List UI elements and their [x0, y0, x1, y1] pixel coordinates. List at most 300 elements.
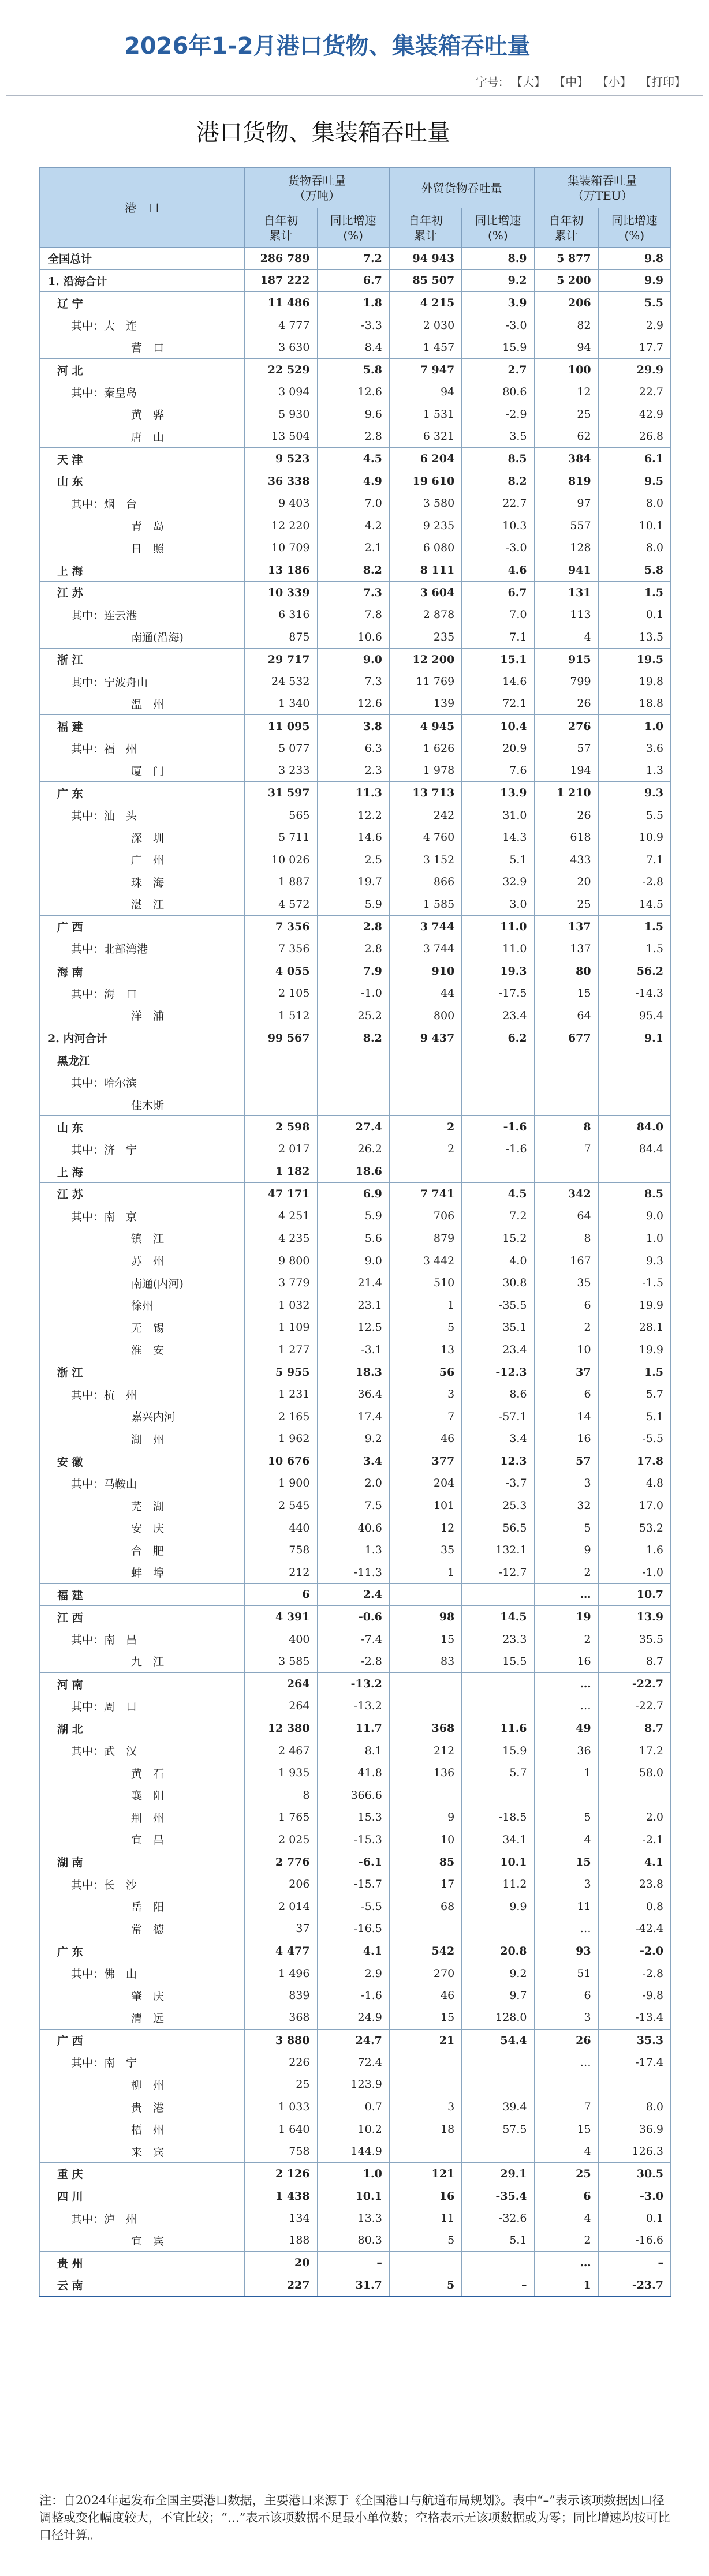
- table-row: [40, 1182, 671, 1205]
- cargo-ytd-cell: 24 532: [245, 671, 317, 693]
- container-ytd-cell: 1: [534, 1762, 598, 1784]
- cargo-yoy-cell: -1.0: [317, 982, 389, 1005]
- container-yoy-cell: 4.8: [598, 1472, 670, 1495]
- container-ytd-cell: [534, 1784, 598, 1806]
- table-title: 港口货物、集装箱吞吐量: [196, 119, 450, 146]
- header-divider: [6, 95, 703, 96]
- header-container-yoy: 同比增速 (%): [598, 208, 670, 248]
- cargo-ytd-cell: 2 025: [245, 1829, 317, 1851]
- container-ytd-cell: …: [534, 2051, 598, 2074]
- container-yoy-cell: 22.7: [598, 381, 670, 403]
- port-name-cell: 日 照: [40, 537, 245, 559]
- container-ytd-cell: 7: [534, 2096, 598, 2118]
- throughput-table: [39, 167, 671, 2297]
- foreign-yoy-cell: –: [462, 2274, 534, 2297]
- port-name-cell: 江 苏: [40, 581, 245, 604]
- cargo-yoy-cell: 6.9: [317, 1182, 389, 1205]
- table-row: [40, 2163, 671, 2185]
- container-yoy-cell: 10.9: [598, 826, 670, 849]
- table-row: [40, 1495, 671, 1517]
- table-row: [40, 1583, 671, 1606]
- foreign-yoy-cell: -1.6: [462, 1116, 534, 1139]
- foreign-ytd-cell: 98: [389, 1606, 461, 1628]
- foreign-yoy-cell: 7.1: [462, 626, 534, 649]
- container-yoy-cell: 1.5: [598, 915, 670, 938]
- container-yoy-cell: [598, 1094, 670, 1116]
- foreign-ytd-cell: 85 507: [389, 269, 461, 292]
- foreign-yoy-cell: 14.6: [462, 671, 534, 693]
- cargo-ytd-cell: 3 585: [245, 1650, 317, 1673]
- cargo-ytd-cell: 1 765: [245, 1806, 317, 1829]
- foreign-ytd-cell: 83: [389, 1650, 461, 1673]
- port-name-cell: 广 东: [40, 1940, 245, 1963]
- table-row: [40, 1071, 671, 1094]
- container-yoy-cell: -16.6: [598, 2229, 670, 2252]
- foreign-ytd-cell: 13: [389, 1339, 461, 1361]
- container-yoy-cell: -14.3: [598, 982, 670, 1005]
- container-yoy-cell: 5.1: [598, 1405, 670, 1428]
- container-ytd-cell: 8: [534, 1227, 598, 1250]
- port-name-cell: 其中：汕 头: [40, 804, 245, 826]
- foreign-ytd-cell: 1 585: [389, 893, 461, 916]
- port-name-cell: 徐州: [40, 1294, 245, 1316]
- table-row: [40, 759, 671, 782]
- container-yoy-cell: -1.0: [598, 1562, 670, 1584]
- foreign-yoy-cell: -3.7: [462, 1472, 534, 1495]
- port-name-cell: 其中：哈尔滨: [40, 1071, 245, 1094]
- cargo-yoy-cell: 17.4: [317, 1405, 389, 1428]
- port-name-cell: 江 西: [40, 1606, 245, 1628]
- foreign-yoy-cell: [462, 1673, 534, 1695]
- cargo-yoy-cell: 7.9: [317, 960, 389, 983]
- port-name-cell: 海 南: [40, 960, 245, 983]
- foreign-yoy-cell: 5.1: [462, 2229, 534, 2252]
- table-row: [40, 2140, 671, 2163]
- port-name-cell: 柳 州: [40, 2073, 245, 2096]
- cargo-ytd-cell: 440: [245, 1517, 317, 1539]
- table-row: [40, 1472, 671, 1495]
- foreign-ytd-cell: 1: [389, 1562, 461, 1584]
- table-row: [40, 1606, 671, 1628]
- table-row: [40, 537, 671, 559]
- cargo-ytd-cell: 29 717: [245, 648, 317, 671]
- table-row: [40, 1227, 671, 1250]
- port-name-cell: 山 东: [40, 1116, 245, 1139]
- container-yoy-cell: 8.0: [598, 2096, 670, 2118]
- table-row: [40, 248, 671, 270]
- foreign-yoy-cell: [462, 1583, 534, 1606]
- container-yoy-cell: [598, 1160, 670, 1183]
- header-foreign-ytd: 自年初 累计: [389, 208, 461, 248]
- container-ytd-cell: 799: [534, 671, 598, 693]
- cargo-ytd-cell: 13 504: [245, 425, 317, 448]
- foreign-ytd-cell: [389, 1160, 461, 1183]
- font-small-link[interactable]: 【小】: [596, 75, 632, 89]
- cargo-ytd-cell: 99 567: [245, 1027, 317, 1049]
- port-name-cell: 河 南: [40, 1673, 245, 1695]
- foreign-yoy-cell: 23.4: [462, 1339, 534, 1361]
- container-ytd-cell: 19: [534, 1606, 598, 1628]
- cargo-yoy-cell: -16.5: [317, 1918, 389, 1940]
- cargo-yoy-cell: 9.0: [317, 648, 389, 671]
- table-row: [40, 515, 671, 537]
- port-name-cell: 其中：秦皇岛: [40, 381, 245, 403]
- cargo-yoy-cell: 8.4: [317, 336, 389, 359]
- container-ytd-cell: 57: [534, 737, 598, 760]
- table-row: [40, 1784, 671, 1806]
- port-name-cell: 其中：杭 州: [40, 1383, 245, 1406]
- cargo-ytd-cell: 1 340: [245, 692, 317, 715]
- header-foreign: 外贸货物吞吐量: [389, 168, 534, 208]
- foreign-yoy-cell: 15.9: [462, 336, 534, 359]
- foreign-yoy-cell: 31.0: [462, 804, 534, 826]
- cargo-ytd-cell: 31 597: [245, 782, 317, 804]
- port-name-cell: 安 徽: [40, 1450, 245, 1473]
- header-port: 港 口: [40, 168, 245, 248]
- foreign-ytd-cell: 85: [389, 1851, 461, 1873]
- cargo-ytd-cell: 758: [245, 1539, 317, 1562]
- cargo-ytd-cell: 12 380: [245, 1717, 317, 1740]
- foreign-ytd-cell: 56: [389, 1361, 461, 1383]
- foreign-yoy-cell: 8.2: [462, 470, 534, 492]
- foreign-yoy-cell: [462, 1784, 534, 1806]
- font-medium-link[interactable]: 【中】: [554, 75, 589, 89]
- container-ytd-cell: 4: [534, 2140, 598, 2163]
- foreign-yoy-cell: 7.6: [462, 759, 534, 782]
- container-ytd-cell: 276: [534, 715, 598, 737]
- port-name-cell: 其中：大 连: [40, 314, 245, 336]
- table-row: [40, 1517, 671, 1539]
- port-name-cell: 上 海: [40, 559, 245, 582]
- cargo-yoy-cell: 123.9: [317, 2073, 389, 2096]
- cargo-yoy-cell: 13.3: [317, 2207, 389, 2230]
- cargo-ytd-cell: 758: [245, 2140, 317, 2163]
- container-ytd-cell: 167: [534, 1249, 598, 1272]
- table-row: [40, 1562, 671, 1584]
- port-name-cell: 其中：南 京: [40, 1205, 245, 1227]
- header-container: 集装箱吞吐量 （万TEU）: [534, 168, 670, 208]
- container-yoy-cell: 8.0: [598, 537, 670, 559]
- container-ytd-cell: [534, 2073, 598, 2096]
- foreign-ytd-cell: 11 769: [389, 671, 461, 693]
- cargo-ytd-cell: 11 486: [245, 292, 317, 314]
- table-row: [40, 2185, 671, 2207]
- table-row: [40, 1851, 671, 1873]
- foreign-ytd-cell: 94: [389, 381, 461, 403]
- cargo-ytd-cell: 2 014: [245, 1895, 317, 1918]
- container-ytd-cell: 97: [534, 492, 598, 515]
- table-row: [40, 559, 671, 582]
- page-header: [0, 0, 709, 92]
- cargo-ytd-cell: 10 026: [245, 849, 317, 871]
- cargo-ytd-cell: 36 338: [245, 470, 317, 492]
- foreign-ytd-cell: 3 744: [389, 938, 461, 960]
- foreign-yoy-cell: 29.1: [462, 2163, 534, 2185]
- cargo-ytd-cell: 4 477: [245, 1940, 317, 1963]
- cargo-yoy-cell: 72.4: [317, 2051, 389, 2074]
- cargo-yoy-cell: 80.3: [317, 2229, 389, 2252]
- cargo-yoy-cell: -15.3: [317, 1829, 389, 1851]
- port-name-cell: 贵 州: [40, 2252, 245, 2274]
- container-yoy-cell: 4.1: [598, 1851, 670, 1873]
- port-name-cell: 湖 州: [40, 1428, 245, 1450]
- cargo-ytd-cell: 10 339: [245, 581, 317, 604]
- container-yoy-cell: 84.4: [598, 1138, 670, 1160]
- container-ytd-cell: 94: [534, 336, 598, 359]
- container-yoy-cell: 56.2: [598, 960, 670, 983]
- foreign-yoy-cell: 80.6: [462, 381, 534, 403]
- foreign-yoy-cell: 3.4: [462, 1428, 534, 1450]
- container-ytd-cell: 618: [534, 826, 598, 849]
- table-row: [40, 1160, 671, 1183]
- cargo-yoy-cell: 27.4: [317, 1116, 389, 1139]
- cargo-ytd-cell: 1 640: [245, 2118, 317, 2140]
- foreign-yoy-cell: 15.2: [462, 1227, 534, 1250]
- cargo-yoy-cell: 19.7: [317, 871, 389, 893]
- foreign-yoy-cell: -18.5: [462, 1806, 534, 1829]
- container-ytd-cell: 137: [534, 915, 598, 938]
- container-yoy-cell: –: [598, 2252, 670, 2274]
- container-yoy-cell: 1.3: [598, 759, 670, 782]
- cargo-yoy-cell: -3.3: [317, 314, 389, 336]
- cargo-ytd-cell: 1 962: [245, 1428, 317, 1450]
- cargo-yoy-cell: 3.4: [317, 1450, 389, 1473]
- foreign-ytd-cell: 3 152: [389, 849, 461, 871]
- port-name-cell: 温 州: [40, 692, 245, 715]
- table-row: [40, 782, 671, 804]
- container-yoy-cell: 5.5: [598, 292, 670, 314]
- container-ytd-cell: 3: [534, 1472, 598, 1495]
- cargo-ytd-cell: 47 171: [245, 1182, 317, 1205]
- container-ytd-cell: 25: [534, 403, 598, 426]
- container-yoy-cell: 30.5: [598, 2163, 670, 2185]
- foreign-ytd-cell: 800: [389, 1005, 461, 1027]
- cargo-yoy-cell: -7.4: [317, 1628, 389, 1650]
- container-yoy-cell: 5.5: [598, 804, 670, 826]
- cargo-yoy-cell: 12.6: [317, 692, 389, 715]
- foreign-ytd-cell: [389, 2073, 461, 2096]
- cargo-ytd-cell: 134: [245, 2207, 317, 2230]
- container-yoy-cell: 23.8: [598, 1873, 670, 1896]
- container-ytd-cell: 5: [534, 1517, 598, 1539]
- container-ytd-cell: 8: [534, 1116, 598, 1139]
- cargo-yoy-cell: 5.9: [317, 1205, 389, 1227]
- cargo-ytd-cell: 6 316: [245, 604, 317, 626]
- container-ytd-cell: 2: [534, 1562, 598, 1584]
- container-yoy-cell: 8.7: [598, 1717, 670, 1740]
- cargo-ytd-cell: 206: [245, 1873, 317, 1896]
- table-row: [40, 1673, 671, 1695]
- port-name-cell: 芜 湖: [40, 1495, 245, 1517]
- table-row: [40, 1762, 671, 1784]
- cargo-yoy-cell: 10.2: [317, 2118, 389, 2140]
- port-name-cell: 其中：南 昌: [40, 1628, 245, 1650]
- foreign-ytd-cell: 46: [389, 1428, 461, 1450]
- table-row: [40, 1094, 671, 1116]
- port-name-cell: 1. 沿海合计: [40, 269, 245, 292]
- cargo-yoy-cell: 144.9: [317, 2140, 389, 2163]
- cargo-ytd-cell: 4 572: [245, 893, 317, 916]
- foreign-ytd-cell: 270: [389, 1962, 461, 1985]
- print-link[interactable]: 【打印】: [640, 75, 686, 89]
- table-row: [40, 1873, 671, 1896]
- container-yoy-cell: 5.7: [598, 1383, 670, 1406]
- foreign-ytd-cell: 8 111: [389, 559, 461, 582]
- container-yoy-cell: -13.4: [598, 2006, 670, 2029]
- table-row: [40, 737, 671, 760]
- container-ytd-cell: 1 210: [534, 782, 598, 804]
- foreign-ytd-cell: [389, 1695, 461, 1717]
- cargo-yoy-cell: -6.1: [317, 1851, 389, 1873]
- cargo-ytd-cell: 226: [245, 2051, 317, 2074]
- port-name-cell: 四 川: [40, 2185, 245, 2207]
- throughput-table-wrap: [39, 167, 671, 2297]
- cargo-ytd-cell: 1 438: [245, 2185, 317, 2207]
- foreign-ytd-cell: 879: [389, 1227, 461, 1250]
- cargo-yoy-cell: 366.6: [317, 1784, 389, 1806]
- container-ytd-cell: 3: [534, 2006, 598, 2029]
- port-name-cell: 福 建: [40, 715, 245, 737]
- cargo-ytd-cell: 2 598: [245, 1116, 317, 1139]
- container-yoy-cell: -1.5: [598, 1272, 670, 1294]
- cargo-yoy-cell: 2.5: [317, 849, 389, 871]
- foreign-yoy-cell: -2.9: [462, 403, 534, 426]
- foreign-ytd-cell: 204: [389, 1472, 461, 1495]
- container-yoy-cell: 13.9: [598, 1606, 670, 1628]
- port-name-cell: 合 肥: [40, 1539, 245, 1562]
- cargo-ytd-cell: 9 800: [245, 1249, 317, 1272]
- port-name-cell: 其中：武 汉: [40, 1739, 245, 1762]
- container-ytd-cell: 12: [534, 381, 598, 403]
- foreign-ytd-cell: 1 626: [389, 737, 461, 760]
- foreign-yoy-cell: [462, 1695, 534, 1717]
- foreign-ytd-cell: 510: [389, 1272, 461, 1294]
- foreign-ytd-cell: 3 442: [389, 1249, 461, 1272]
- foreign-yoy-cell: 11.2: [462, 1873, 534, 1896]
- foreign-yoy-cell: 72.1: [462, 692, 534, 715]
- cargo-ytd-cell: 25: [245, 2073, 317, 2096]
- port-name-cell: 厦 门: [40, 759, 245, 782]
- container-yoy-cell: 1.6: [598, 1539, 670, 1562]
- port-name-cell: 九 江: [40, 1650, 245, 1673]
- container-yoy-cell: 126.3: [598, 2140, 670, 2163]
- container-ytd-cell: 557: [534, 515, 598, 537]
- cargo-yoy-cell: -15.7: [317, 1873, 389, 1896]
- foreign-yoy-cell: [462, 1094, 534, 1116]
- table-row: [40, 1272, 671, 1294]
- foreign-ytd-cell: 242: [389, 804, 461, 826]
- table-row: [40, 448, 671, 470]
- container-yoy-cell: [598, 1071, 670, 1094]
- cargo-ytd-cell: 7 356: [245, 915, 317, 938]
- container-ytd-cell: 32: [534, 1495, 598, 1517]
- port-name-cell: 淮 安: [40, 1339, 245, 1361]
- container-ytd-cell: 4: [534, 626, 598, 649]
- container-yoy-cell: 8.5: [598, 1182, 670, 1205]
- port-name-cell: 浙 江: [40, 648, 245, 671]
- foreign-yoy-cell: 11.0: [462, 915, 534, 938]
- container-ytd-cell: [534, 1160, 598, 1183]
- port-name-cell: 其中：北部湾港: [40, 938, 245, 960]
- cargo-yoy-cell: –: [317, 2252, 389, 2274]
- cargo-yoy-cell: 7.3: [317, 581, 389, 604]
- container-yoy-cell: 10.1: [598, 515, 670, 537]
- cargo-yoy-cell: 7.8: [317, 604, 389, 626]
- container-yoy-cell: 42.9: [598, 403, 670, 426]
- page-title: 2026年1-2月港口货物、集装箱吞吐量: [124, 33, 531, 59]
- table-row: [40, 1985, 671, 2007]
- container-ytd-cell: 20: [534, 871, 598, 893]
- container-yoy-cell: -22.7: [598, 1673, 670, 1695]
- cargo-ytd-cell: 4 251: [245, 1205, 317, 1227]
- container-ytd-cell: 131: [534, 581, 598, 604]
- container-ytd-cell: 36: [534, 1739, 598, 1762]
- cargo-yoy-cell: [317, 1049, 389, 1072]
- foreign-yoy-cell: 15.1: [462, 648, 534, 671]
- port-name-cell: 南通(内河): [40, 1272, 245, 1294]
- port-name-cell: 其中：长 沙: [40, 1873, 245, 1896]
- container-yoy-cell: 8.0: [598, 492, 670, 515]
- container-yoy-cell: 28.1: [598, 1316, 670, 1339]
- font-large-link[interactable]: 【大】: [510, 75, 546, 89]
- foreign-yoy-cell: -3.0: [462, 314, 534, 336]
- container-yoy-cell: -2.1: [598, 1829, 670, 1851]
- cargo-yoy-cell: 10.1: [317, 2185, 389, 2207]
- table-row: [40, 2051, 671, 2074]
- cargo-yoy-cell: 24.9: [317, 2006, 389, 2029]
- cargo-yoy-cell: -5.5: [317, 1895, 389, 1918]
- port-name-cell: 辽 宁: [40, 292, 245, 314]
- cargo-ytd-cell: 1 231: [245, 1383, 317, 1406]
- foreign-yoy-cell: 20.9: [462, 737, 534, 760]
- foreign-ytd-cell: 11: [389, 2207, 461, 2230]
- port-name-cell: 全国总计: [40, 248, 245, 270]
- cargo-ytd-cell: 2 126: [245, 2163, 317, 2185]
- cargo-yoy-cell: 8.2: [317, 559, 389, 582]
- foreign-yoy-cell: 54.4: [462, 2029, 534, 2051]
- table-row: [40, 1116, 671, 1139]
- port-name-cell: 江 苏: [40, 1182, 245, 1205]
- foreign-ytd-cell: 121: [389, 2163, 461, 2185]
- port-name-cell: 贵 港: [40, 2096, 245, 2118]
- port-name-cell: 黄 骅: [40, 403, 245, 426]
- cargo-yoy-cell: 25.2: [317, 1005, 389, 1027]
- container-yoy-cell: [598, 1049, 670, 1072]
- container-yoy-cell: 84.0: [598, 1116, 670, 1139]
- port-name-cell: 黑龙江: [40, 1049, 245, 1072]
- container-ytd-cell: 35: [534, 1272, 598, 1294]
- table-row: [40, 938, 671, 960]
- cargo-yoy-cell: -0.6: [317, 1606, 389, 1628]
- cargo-ytd-cell: 1 935: [245, 1762, 317, 1784]
- table-row: [40, 1450, 671, 1473]
- foreign-ytd-cell: 7 741: [389, 1182, 461, 1205]
- port-name-cell: 2. 内河合计: [40, 1027, 245, 1049]
- foreign-yoy-cell: [462, 2051, 534, 2074]
- container-yoy-cell: 14.5: [598, 893, 670, 916]
- container-yoy-cell: 53.2: [598, 1517, 670, 1539]
- header-foreign-yoy: 同比增速 (%): [462, 208, 534, 248]
- container-yoy-cell: 5.8: [598, 559, 670, 582]
- container-ytd-cell: 4: [534, 2207, 598, 2230]
- foreign-yoy-cell: 11.6: [462, 1717, 534, 1740]
- table-row: [40, 425, 671, 448]
- port-name-cell: 云 南: [40, 2274, 245, 2297]
- container-yoy-cell: 19.9: [598, 1294, 670, 1316]
- container-ytd-cell: 2: [534, 2229, 598, 2252]
- table-row: [40, 581, 671, 604]
- foreign-yoy-cell: -35.5: [462, 1294, 534, 1316]
